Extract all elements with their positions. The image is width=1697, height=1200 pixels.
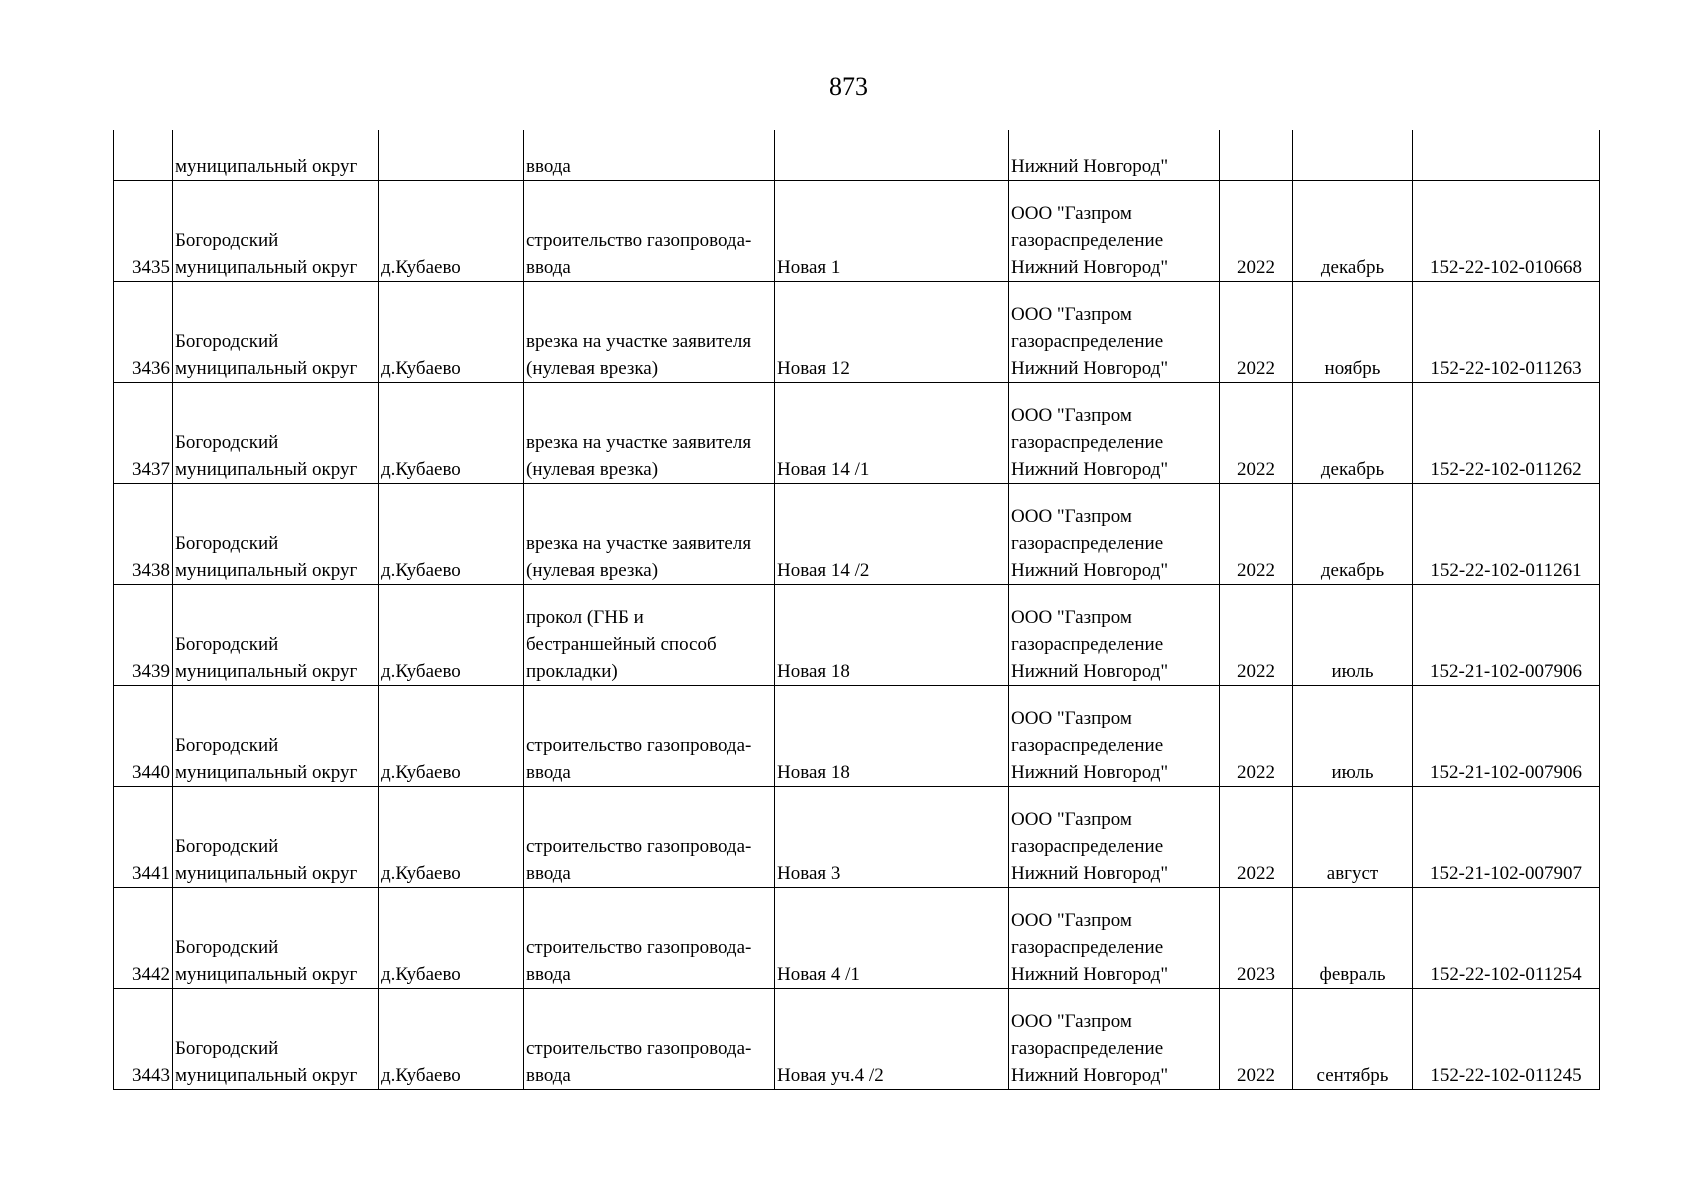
cell-district: Богородский муниципальный округ [173,483,379,584]
cell-address: Новая уч.4 /2 [775,988,1009,1089]
cell-place: д.Кубаево [379,584,524,685]
cell-work: строительство газопровода- ввода [524,988,775,1089]
cell-district: Богородский муниципальный округ [173,786,379,887]
cell-operator: ООО "Газпром газораспределение Нижний Новгород" [1009,180,1220,281]
cell-operator: ООО "Газпром газораспределение Нижний Новгород" [1009,483,1220,584]
cell-address: Новая 1 [775,180,1009,281]
cell-year: 2022 [1220,988,1293,1089]
table-row [114,786,1600,887]
cell-year: 2022 [1220,685,1293,786]
cell-place: д.Кубаево [379,887,524,988]
cell-address: Новая 3 [775,786,1009,887]
table-row [114,584,1600,685]
cell-code: 152-21-102-007906 [1413,685,1600,786]
cell-work: врезка на участке заявителя (нулевая врезка) [524,483,775,584]
cell-year: 2022 [1220,786,1293,887]
cell-code: 152-22-102-011263 [1413,281,1600,382]
cell-num: 3442 [114,887,173,988]
cell-code: 152-22-102-011262 [1413,382,1600,483]
cell-address: Новая 12 [775,281,1009,382]
cell-year: 2023 [1220,887,1293,988]
cell-place: д.Кубаево [379,685,524,786]
cell-place: д.Кубаево [379,180,524,281]
table-row [114,887,1600,988]
cell-address: Новая 18 [775,584,1009,685]
cell-district: Богородский муниципальный округ [173,887,379,988]
cell-place: д.Кубаево [379,281,524,382]
cell-operator: ООО "Газпром газораспределение Нижний Новгород" [1009,584,1220,685]
cell-operator: ООО "Газпром газораспределение Нижний Новгород" [1009,382,1220,483]
cell-month: февраль [1293,887,1413,988]
cell-operator: ООО "Газпром газораспределение Нижний Новгород" [1009,887,1220,988]
cell-num: 3443 [114,988,173,1089]
cell-address: Новая 4 /1 [775,887,1009,988]
cell-month: сентябрь [1293,988,1413,1089]
page-number: 873 [829,72,868,101]
cell-year: 2022 [1220,180,1293,281]
cell-month: декабрь [1293,382,1413,483]
cell-month [1293,130,1413,180]
cell-year: 2022 [1220,281,1293,382]
cell-month: декабрь [1293,180,1413,281]
cell-place: д.Кубаево [379,988,524,1089]
cell-address: Новая 14 /1 [775,382,1009,483]
cell-code: 152-21-102-007906 [1413,584,1600,685]
registry-table [113,130,1600,1090]
cell-operator: ООО "Газпром газораспределение Нижний Новгород" [1009,281,1220,382]
cell-month: ноябрь [1293,281,1413,382]
table-row [114,382,1600,483]
cell-operator: ООО "Газпром газораспределение Нижний Новгород" [1009,988,1220,1089]
table-row [114,988,1600,1089]
table-row [114,685,1600,786]
cell-district: Богородский муниципальный округ [173,584,379,685]
cell-place: д.Кубаево [379,382,524,483]
table-row [114,483,1600,584]
cell-operator: ООО "Газпром газораспределение Нижний Новгород" [1009,685,1220,786]
cell-code: 152-22-102-011245 [1413,988,1600,1089]
cell-address: Новая 18 [775,685,1009,786]
cell-month: август [1293,786,1413,887]
cell-code: 152-21-102-007907 [1413,786,1600,887]
cell-num: 3437 [114,382,173,483]
cell-code: 152-22-102-011261 [1413,483,1600,584]
cell-month: июль [1293,685,1413,786]
table-row [114,180,1600,281]
cell-work: ввода [524,130,775,180]
cell-code [1413,130,1600,180]
cell-place [379,130,524,180]
cell-num: 3436 [114,281,173,382]
cell-year: 2022 [1220,382,1293,483]
cell-place: д.Кубаево [379,786,524,887]
cell-work: строительство газопровода- ввода [524,685,775,786]
cell-address [775,130,1009,180]
cell-work: строительство газопровода- ввода [524,786,775,887]
cell-work: прокол (ГНБ и бестраншейный способ прокладки) [524,584,775,685]
cell-operator: ООО "Газпром газораспределение Нижний Новгород" [1009,786,1220,887]
cell-district: Богородский муниципальный округ [173,281,379,382]
cell-num: 3441 [114,786,173,887]
cell-operator: Нижний Новгород" [1009,130,1220,180]
cell-month: июль [1293,584,1413,685]
cell-district: муниципальный округ [173,130,379,180]
cell-code: 152-22-102-010668 [1413,180,1600,281]
cell-num: 3439 [114,584,173,685]
cell-num: 3440 [114,685,173,786]
cell-work: врезка на участке заявителя (нулевая врезка) [524,382,775,483]
cell-num [114,130,173,180]
table-row [114,281,1600,382]
table-row-continuation [114,130,1600,180]
cell-year: 2022 [1220,483,1293,584]
cell-year [1220,130,1293,180]
cell-district: Богородский муниципальный округ [173,180,379,281]
cell-address: Новая 14 /2 [775,483,1009,584]
cell-num: 3438 [114,483,173,584]
cell-work: строительство газопровода- ввода [524,887,775,988]
cell-year: 2022 [1220,584,1293,685]
cell-month: декабрь [1293,483,1413,584]
cell-place: д.Кубаево [379,483,524,584]
cell-district: Богородский муниципальный округ [173,988,379,1089]
cell-work: строительство газопровода- ввода [524,180,775,281]
cell-num: 3435 [114,180,173,281]
cell-code: 152-22-102-011254 [1413,887,1600,988]
cell-district: Богородский муниципальный округ [173,685,379,786]
cell-work: врезка на участке заявителя (нулевая врезка) [524,281,775,382]
cell-district: Богородский муниципальный округ [173,382,379,483]
